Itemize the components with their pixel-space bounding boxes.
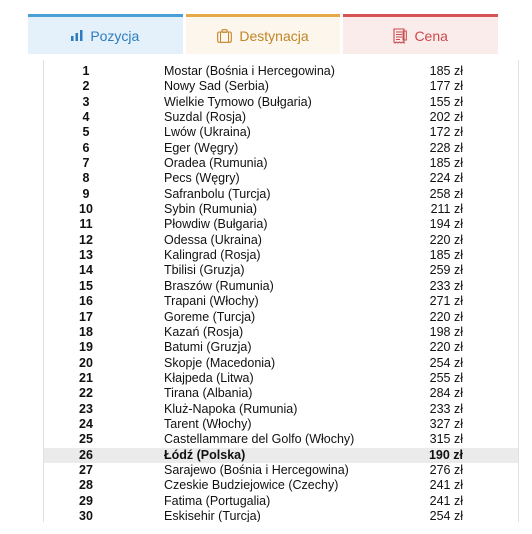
price-cell: 177 zł — [429, 79, 463, 94]
price-cell: 327 zł — [429, 416, 463, 431]
suitcase-icon — [217, 29, 232, 43]
position-cell: 6 — [82, 140, 90, 155]
destination-cell: Castellammare del Golfo (Włochy) — [164, 432, 355, 447]
destination-cell: Trapani (Włochy) — [164, 294, 259, 309]
table-row — [44, 294, 518, 309]
destination-cell: Eger (Węgry) — [164, 140, 239, 155]
destination-cell: Suzdal (Rosja) — [164, 110, 246, 125]
table-row — [44, 463, 518, 478]
table-row — [44, 279, 518, 294]
position-cell: 10 — [79, 202, 93, 217]
table-row — [44, 79, 518, 94]
price-cell: 271 zł — [429, 294, 463, 309]
position-cell: 28 — [79, 478, 93, 493]
ranking-table — [43, 60, 519, 522]
destination-cell: Pecs (Węgry) — [164, 171, 240, 186]
position-cell: 20 — [79, 355, 93, 370]
table-row — [44, 386, 518, 401]
destination-cell: Wielkie Tymowo (Bułgaria) — [164, 94, 312, 109]
position-cell: 26 — [79, 447, 93, 462]
table-row — [44, 417, 518, 432]
destination-cell: Czeskie Budziejowice (Czechy) — [164, 478, 339, 493]
destination-cell: Fatima (Portugalia) — [164, 493, 271, 508]
price-cell: 194 zł — [429, 217, 463, 232]
bar-chart-icon — [71, 30, 83, 41]
position-cell: 25 — [79, 432, 93, 447]
position-cell: 3 — [82, 94, 90, 109]
table-row — [44, 248, 518, 263]
position-cell: 11 — [79, 217, 93, 232]
tab-price-label: Cena — [414, 27, 448, 44]
position-cell: 21 — [79, 370, 93, 385]
table-row — [44, 233, 518, 248]
position-cell: 1 — [82, 64, 90, 78]
price-cell: 220 zł — [429, 232, 463, 247]
price-cell: 172 zł — [429, 125, 463, 140]
table-row — [44, 509, 518, 522]
destination-cell: Odessa (Ukraina) — [164, 232, 262, 247]
table-row — [44, 310, 518, 325]
position-cell: 2 — [82, 79, 90, 94]
table-row — [44, 125, 518, 140]
table-row — [44, 356, 518, 371]
destination-cell: Kazań (Rosja) — [164, 324, 244, 339]
table-row — [44, 95, 518, 110]
price-cell: 220 zł — [429, 309, 463, 324]
position-cell: 19 — [79, 340, 93, 355]
destination-cell: Łódź (Polska) — [164, 447, 246, 462]
table-row — [44, 340, 518, 355]
position-cell: 16 — [79, 294, 93, 309]
price-cell: 198 zł — [429, 324, 463, 339]
price-cell: 259 zł — [429, 263, 463, 278]
destination-cell: Kalingrad (Rosja) — [164, 248, 261, 263]
table-row — [44, 494, 518, 509]
price-cell: 254 zł — [429, 508, 463, 522]
position-cell: 13 — [79, 248, 93, 263]
tab-destination-label: Destynacja — [239, 27, 309, 44]
price-cell: 185 zł — [429, 156, 463, 171]
destination-cell: Tarent (Włochy) — [164, 416, 252, 431]
tab-destination[interactable] — [186, 14, 341, 54]
table-row — [44, 64, 518, 79]
position-cell: 12 — [79, 232, 93, 247]
price-cell: 224 zł — [429, 171, 463, 186]
table-row — [44, 156, 518, 171]
price-cell: 258 zł — [429, 186, 463, 201]
destination-cell: Sarajewo (Bośnia i Hercegowina) — [164, 462, 349, 477]
receipt-icon — [393, 28, 407, 44]
position-cell: 4 — [82, 110, 90, 125]
price-cell: 185 zł — [429, 64, 463, 78]
destination-cell: Płowdiw (Bułgaria) — [164, 217, 268, 232]
position-cell: 24 — [79, 416, 93, 431]
destination-cell: Eskisehir (Turcja) — [164, 508, 261, 522]
table-row — [44, 402, 518, 417]
table-row — [44, 432, 518, 447]
tab-price[interactable] — [343, 14, 498, 54]
destination-cell: Tirana (Albania) — [164, 386, 253, 401]
price-cell: 211 zł — [430, 202, 463, 217]
price-cell: 190 zł — [428, 447, 463, 462]
price-cell: 202 zł — [429, 110, 463, 125]
table-row — [44, 371, 518, 386]
price-cell: 255 zł — [429, 370, 463, 385]
price-cell: 254 zł — [429, 355, 463, 370]
destination-cell: Mostar (Bośnia i Hercegowina) — [164, 64, 335, 78]
position-cell: 14 — [79, 263, 93, 278]
table-row — [44, 187, 518, 202]
price-cell: 315 zł — [429, 432, 463, 447]
price-cell: 185 zł — [429, 248, 463, 263]
position-cell: 15 — [79, 278, 93, 293]
table-row — [44, 263, 518, 278]
price-cell: 220 zł — [429, 340, 463, 355]
destination-cell: Tbilisi (Gruzja) — [164, 263, 245, 278]
table-row — [44, 325, 518, 340]
position-cell: 5 — [82, 125, 90, 140]
position-cell: 22 — [79, 386, 93, 401]
destination-cell: Sybin (Rumunia) — [164, 202, 258, 217]
price-cell: 241 zł — [429, 493, 463, 508]
table-row — [44, 478, 518, 493]
destination-cell: Safranbolu (Turcja) — [164, 186, 271, 201]
tab-position[interactable] — [28, 14, 183, 54]
destination-cell: Kluż-Napoka (Rumunia) — [164, 401, 298, 416]
price-cell: 155 zł — [429, 94, 463, 109]
column-tabs — [28, 14, 498, 54]
position-cell: 9 — [82, 186, 90, 201]
destination-cell: Braszów (Rumunia) — [164, 278, 274, 293]
position-cell: 8 — [82, 171, 90, 186]
table-row — [44, 217, 518, 232]
destination-cell: Nowy Sad (Serbia) — [164, 79, 269, 94]
position-cell: 23 — [79, 401, 93, 416]
price-cell: 276 zł — [429, 462, 463, 477]
position-cell: 29 — [79, 493, 93, 508]
position-cell: 17 — [79, 309, 93, 324]
destination-cell: Batumi (Gruzja) — [164, 340, 252, 355]
table-row — [44, 141, 518, 156]
position-cell: 27 — [79, 462, 93, 477]
price-cell: 233 zł — [429, 278, 463, 293]
position-cell: 30 — [79, 508, 93, 522]
table-row — [44, 110, 518, 125]
destination-cell: Goreme (Turcja) — [164, 309, 256, 324]
price-cell: 241 zł — [429, 478, 463, 493]
destination-cell: Lwów (Ukraina) — [164, 125, 251, 140]
destination-cell: Skopje (Macedonia) — [164, 355, 276, 370]
position-cell: 18 — [79, 324, 93, 339]
table-row — [44, 448, 518, 463]
price-cell: 284 zł — [429, 386, 463, 401]
table-row — [44, 171, 518, 186]
destination-cell: Oradea (Rumunia) — [164, 156, 268, 171]
price-cell: 228 zł — [429, 140, 463, 155]
tab-position-label: Pozycja — [90, 27, 140, 44]
price-cell: 233 zł — [429, 401, 463, 416]
position-cell: 7 — [82, 156, 90, 171]
table-row — [44, 202, 518, 217]
destination-cell: Kłajpeda (Litwa) — [164, 370, 254, 385]
